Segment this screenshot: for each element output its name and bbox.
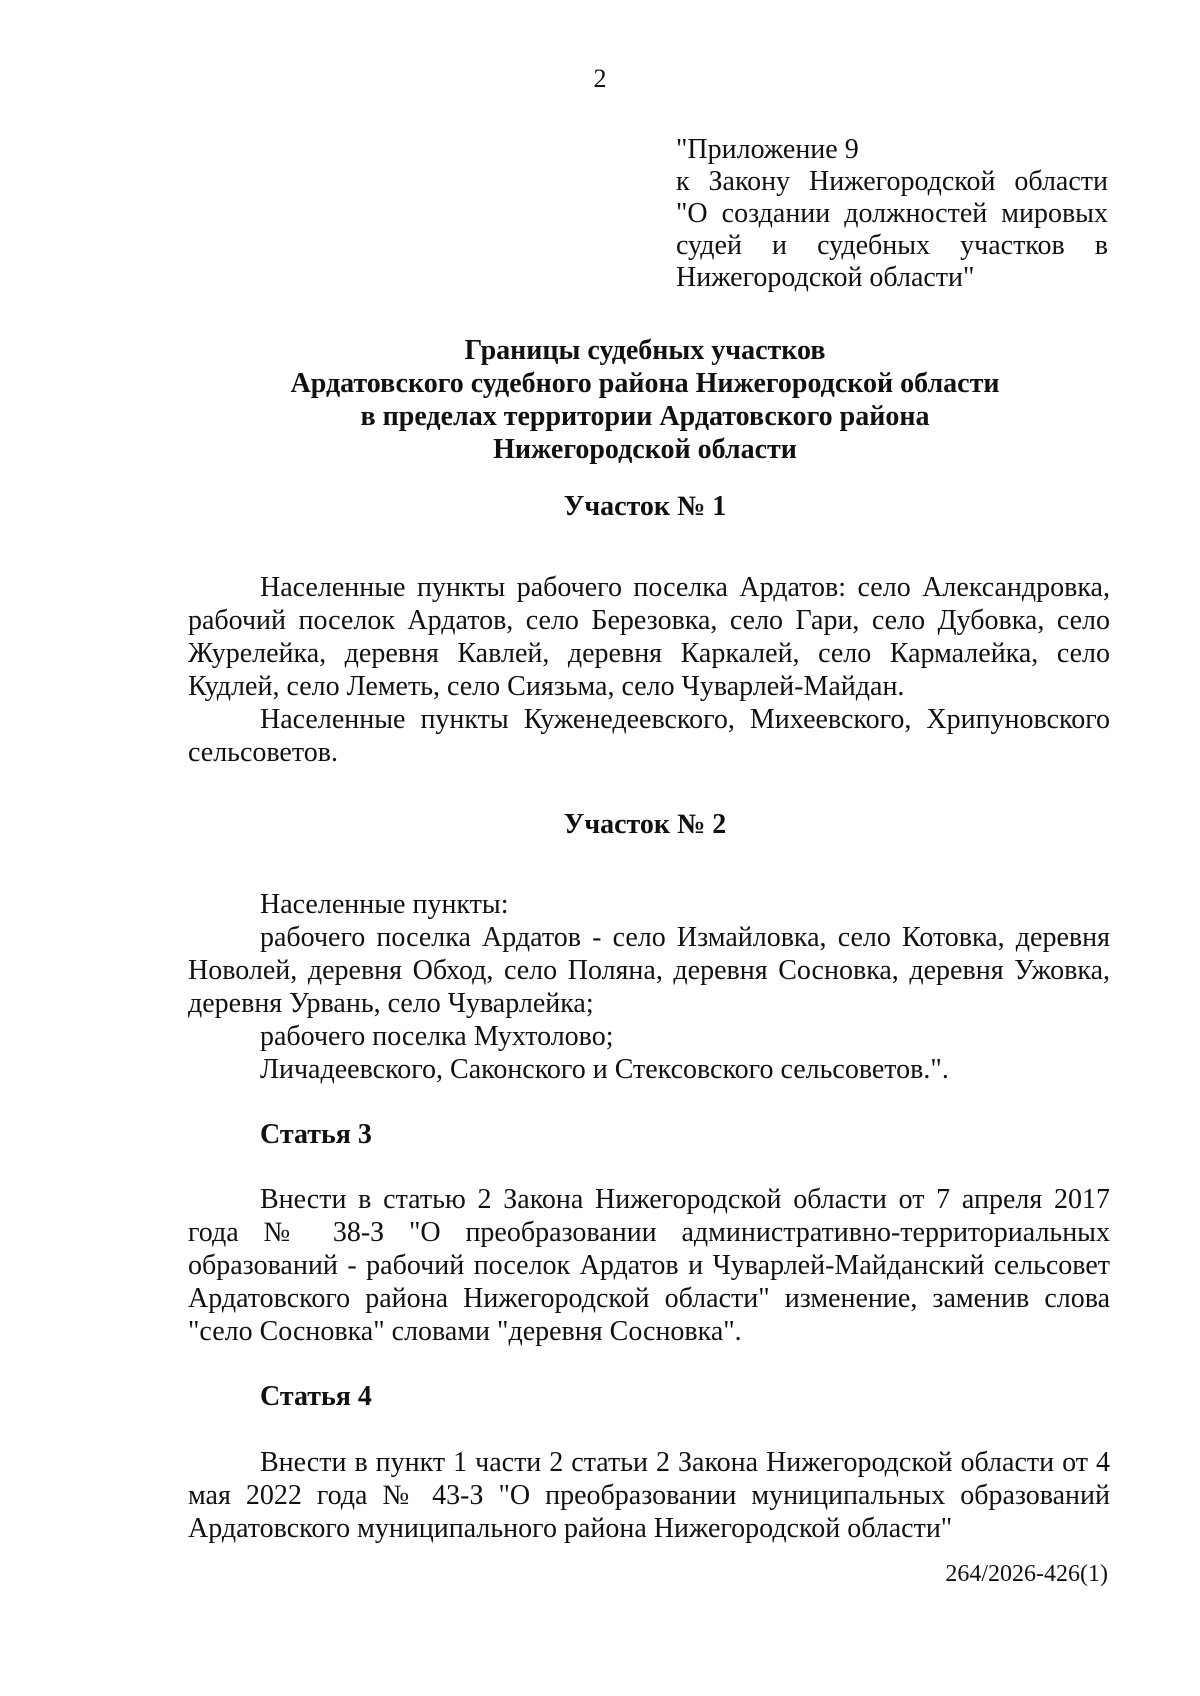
section-1-title: Участок № 1	[563, 491, 727, 522]
heading-line-4: Нижегородской области	[493, 434, 797, 465]
article-4-text: Внести в пункт 1 части 2 статьи 2 Закона Нижегородской области от 4 мая 2022 года № 43-З "О преобразовании муниципальных образований Ардатовского муниципального района Нижегородской области"	[188, 1447, 1110, 1544]
document-heading	[180, 334, 1110, 466]
appendix-line-1: "Приложение 9	[676, 134, 859, 165]
article-3-title: Статья 3	[260, 1119, 372, 1150]
page-number: 2	[593, 64, 607, 93]
document-code: 264/2026-426(1)	[945, 1561, 1108, 1587]
appendix-line-3: "О создании должностей мировых	[676, 198, 1108, 229]
appendix-line-5: Нижегородской области"	[676, 262, 975, 293]
appendix-reference	[676, 134, 1108, 294]
section-2-paragraph-1: рабочего поселка Ардатов - село Измайловка, село Котовка, деревня Новолей, деревня Обход, село Поляна, деревня Сосновка, деревня Ужовка, деревня Урвань, село Чуварлейка;	[188, 922, 1110, 1019]
heading-line-2: Ардатовского судебного района Нижегородской области	[290, 368, 1000, 399]
section-2-title: Участок № 2	[563, 809, 727, 840]
appendix-line-4: судей и судебных участков в	[676, 230, 1108, 261]
section-2-line-2: рабочего поселка Мухтолово;	[260, 1021, 614, 1052]
article-3-text: Внести в статью 2 Закона Нижегородской области от 7 апреля 2017 года № 38-З "О преобразовании административно-территориальных образований - рабочий поселок Ардатов и Чуварлей-Майданский сельсовет Ардатовского района Нижегородской области" изменение, заменив слова "село Сосновка" словами "деревня Сосновка".	[188, 1184, 1110, 1347]
article-4-title: Статья 4	[260, 1381, 372, 1412]
appendix-line-2: к Закону Нижегородской области	[676, 166, 1108, 197]
heading-line-1: Границы судебных участков	[464, 335, 826, 366]
section-1-paragraph-1: Населенные пункты рабочего поселка Ардатов: село Александровка, рабочий поселок Ардатов, село Березовка, село Гари, село Дубовка, село Журелейка, деревня Кавлей, деревня Каркалей, село Кармалейка, село Кудлей, село Леметь, село Сиязьма, село Чуварлей-Майдан.	[188, 572, 1110, 702]
section-2-intro: Населенные пункты:	[260, 889, 509, 920]
section-2-line-3: Личадеевского, Саконского и Стексовского сельсоветов.".	[260, 1054, 949, 1085]
heading-line-3: в пределах территории Ардатовского района	[360, 401, 930, 432]
section-1-paragraph-2: Населенные пункты Куженедеевского, Михеевского, Хрипуновского сельсоветов.	[188, 704, 1110, 768]
